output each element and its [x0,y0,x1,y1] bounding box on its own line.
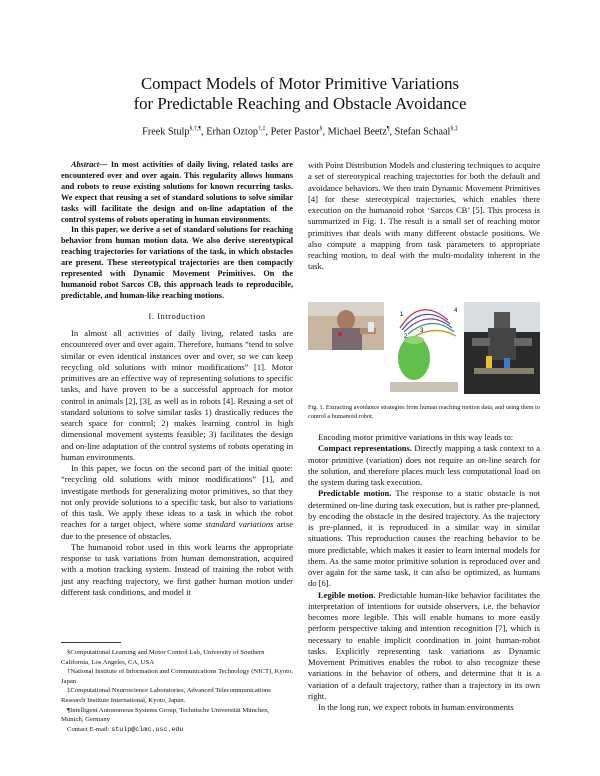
author-mark: ¶ [386,126,390,132]
right-column-lower [308,432,540,713]
intro-paragraph-1: In almost all activities of daily living, related tasks are encountered over and over again. Therefore, humans “tend to solve similar or even identical instances over and over, so we can keep recycling old solutions with minor modifications” [1]. Motor primitives are an effective way of representing solutions to specific tasks, and have proven to be a successful approach for motor control in animals [2], [3], as well as in robots [4]. Reusing a set of standard solutions to solve similar tasks 1) drastically reduces the search space for control; 2) makes learning control in high dimensional movement systems feasible; 3) facilitates the design and on-line adaptation of the control systems of robots operating in human environments. [61,328,293,462]
encoding-intro: Encoding motor primitive variations in this way leads to: [318,432,514,442]
title-line-2: for Predictable Reaching and Obstacle Avoidance [133,94,467,113]
section-heading: I. Introduction [148,310,206,321]
author: Erhan Oztop [206,126,259,138]
figure-caption: Fig. 1. Extracting avoidance strategies from human reaching motion data, and using them to control a humanoid robot. [308,404,540,420]
plot-label: 1 [400,312,404,318]
author-mark: § [319,126,323,132]
author-mark: †,‡ [258,126,266,132]
abstract-p1: — In most activities of daily living, related tasks are encountered over and over again. This regularity allows humans and robots to reuse existing solutions for known recurring tasks. We expect that reusing a set of standard solutions to solve similar tasks will facilitate the design and on-line adaptation of the control systems of robots operating in human environments. [61,160,293,224]
footnote: §Computational Learning and Motor Control Lab, University of Southern California, Los Angeles, CA, USA [61,649,265,666]
right-column [308,160,540,273]
compact-paragraph: Compact representations. Directly mapping a task context to a motor primitive (variation) does not require an on-line search for the solution, and therefore places much less computational load on the system during task execution. [308,443,540,487]
right-paragraph-1: with Point Distribution Models and clustering techniques to acquire a set of stereotypical reaching trajectories for both the default and avoidance behaviors. We then train Dynamic Movement Primitives [4] for these stereotypical trajectories, which enables there execution on the humanoid robot ‘Sarcos CB’ [5]. This process is summarized in Fig. 1. The result is a small set of reaching motor primitives that deals with many different obstacle positions. We also compute a mapping from task parameters to appropriate reaching motion, to deal with the multi-modality inherent in the task. [308,160,540,272]
author: Stefan Schaal [394,126,451,138]
footnote: ‡Computational Neuroscience Laboratories, Advanced Telecommunications Research Institute International, Kyoto, Japan. [61,687,271,704]
plot-label: 4 [454,308,458,314]
abstract-label: Abstract [71,160,100,169]
title-line-1: Compact Models of Motor Primitive Variations [140,74,460,93]
plot-label: 3 [420,328,424,334]
intro-paragraph-2: In this paper, we focus on the second part of the initial quote: “recycling old solutions with minor modifications” [1], and investigate methods for generalizing motor primitives, so that they not only provide solutions to a specific task, but also to variations of this task. We apply these ideas to a task in which the robot reaches for a target object, where some standard variations arise due to the presence of obstacles. [61,463,293,541]
author-mark: §,†,¶ [189,126,202,132]
contact-email[interactable]: stulp@clmc.usc.edu [111,725,184,734]
long-run-paragraph: In the long run, we expect robots in human environments [318,702,514,712]
author: Michael Beetz [327,126,387,138]
footnote: ¶Intelligent Autonomous Systems Group, Technische Universität München, Munich, Germany [61,706,270,724]
author: Peter Pastor [270,126,320,138]
abstract-p2: In this paper, we derive a set of standard solutions for reaching behavior from human motion data. We also derive stereotypical reaching trajectories for variations of the task, in which obstacles are present. These stereotypical trajectories are then compactly represented with Dynamic Movement Primitives. On the humanoid robot Sarcos CB, this approach leads to reproducible, predictable, and human-like reaching motions. [61,225,293,300]
author-list: Freek Stulp§,†,¶, Erhan Oztop†,‡, Peter Pastor§, Michael Beetz¶, Stefan Schaal§,‡ [142,126,458,138]
author-mark: §,‡ [450,126,458,132]
figure-1-graphic [308,298,540,398]
footnote-rule [61,642,121,643]
predictable-paragraph: Predictable motion. The response to a static obstacle is not determined on-line during task execution, but is rather pre-planned, by encoding the obstacle in the desired trajectory. As the trajectory is pre-planned, it is reproduced in a similar way in similar situations. This reproduction causes the reaching behavior to be more predictable, which makes it easier to learn internal models for them. As the same motor primitive solution is reproduced over and over again for the same task, it can also be optimized, as humans do [6]. [308,488,540,589]
contact-footnote: Contact E-mail: stulp@clmc.usc.edu [67,725,184,734]
abstract [61,160,293,302]
plot-label: 2 [404,334,408,340]
left-column [61,160,293,598]
footnote: †National Institute of Information and Communications Technology (NICT), Kyoto, Japan [61,668,293,685]
emphasis: standard variations [205,519,274,530]
legible-paragraph: Legible motion. Predictable human-like behavior facilitates the interpretation of intentions for outside observers, i.e. the behavior becomes more legible. This will enable humans to more easily perform perspective taking and intention recognition [7], which is necessary to enable implicit coordination in joint human-robot tasks. Explicitly representing task variations as Dynamic Movement Primitives enables the robot to also recognize these variations in the behavior of others, and determine that it is a variation of a default trajectory, rather than a trajectory in its own right. [308,589,540,701]
author: Freek Stulp [142,126,190,138]
footnotes [61,648,293,735]
figure-1 [308,298,540,398]
paper-title [0,74,600,114]
intro-paragraph-3: The humanoid robot used in this work learns the appropriate response to task variations from human demonstration, acquired with a motion tracking system. Instead of training the robot with just any reaching trajectory, we first gather human motion under different task conditions, and model it [61,541,293,597]
